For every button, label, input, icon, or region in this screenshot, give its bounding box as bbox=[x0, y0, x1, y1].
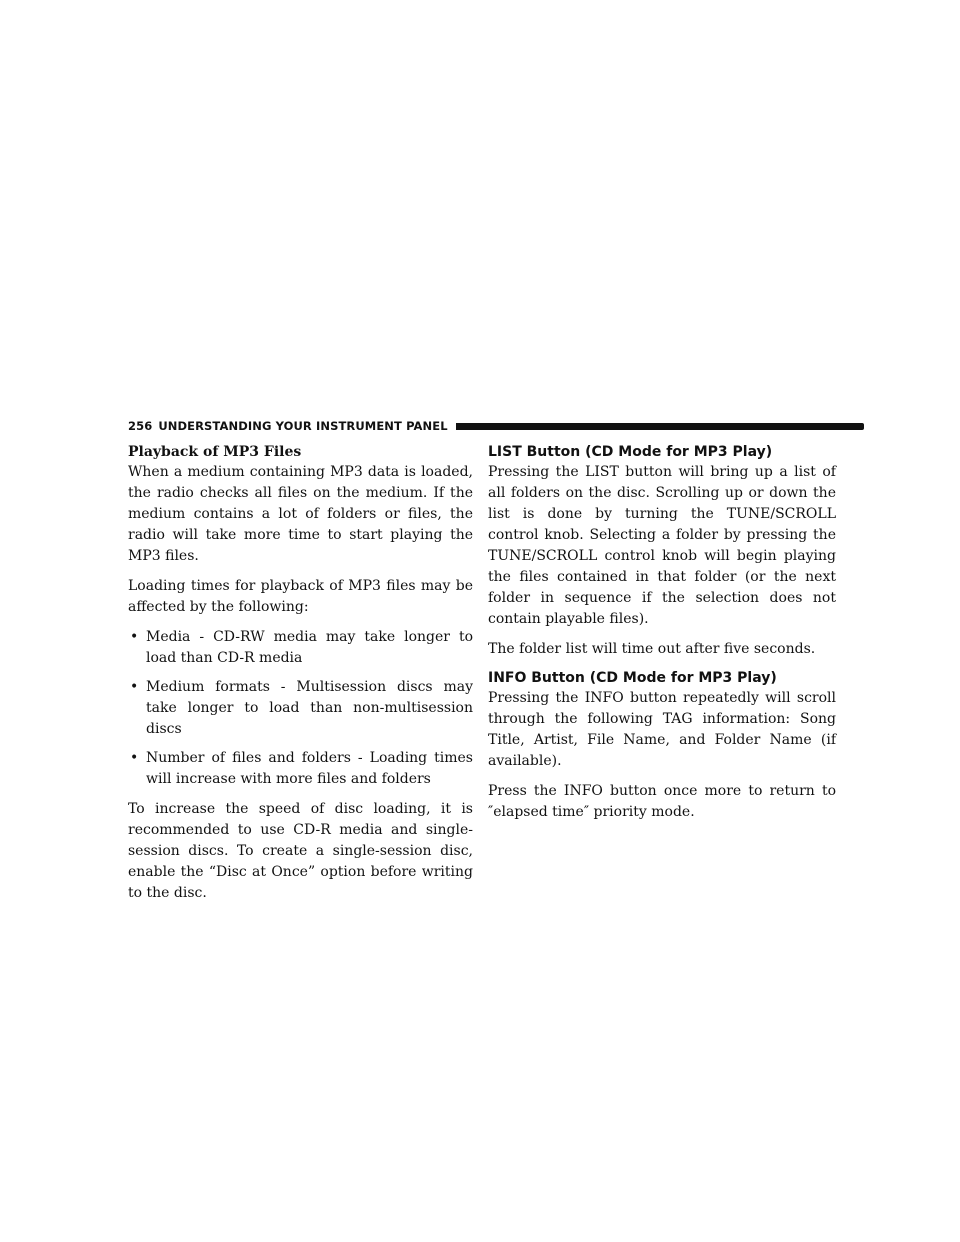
page-number: 256 bbox=[128, 419, 153, 433]
paragraph-folder-timeout: The folder list will time out after five seconds. bbox=[488, 641, 816, 657]
list-item bbox=[128, 748, 473, 790]
list-item-text: Media - CD-RW media may take longer to load than CD-R media bbox=[146, 629, 473, 666]
bullet-glyph: • bbox=[130, 629, 139, 645]
bullet-glyph: • bbox=[130, 750, 139, 766]
right-column bbox=[488, 443, 836, 832]
page-header bbox=[128, 419, 864, 433]
loading-factors-list bbox=[128, 627, 473, 790]
paragraph-info-button: Pressing the INFO button repeatedly will scroll through the following TAG information: Song Title, Artist, File Name, and Folder Name (if available). bbox=[488, 690, 836, 769]
paragraph-elapsed-time: Press the INFO button once more to return to ″elapsed time″ priority mode. bbox=[488, 783, 836, 820]
heading-playback-mp3: Playback of MP3 Files bbox=[128, 444, 302, 460]
paragraph-medium-loading: When a medium containing MP3 data is loaded, the radio checks all files on the medium. If the medium contains a lot of folders or files, the radio will take more time to start playing the MP3 files. bbox=[128, 464, 473, 564]
header-rule bbox=[456, 423, 864, 430]
heading-info-button: INFO Button (CD Mode for MP3 Play) bbox=[488, 670, 777, 686]
left-column bbox=[128, 443, 473, 913]
heading-list-button: LIST Button (CD Mode for MP3 Play) bbox=[488, 444, 773, 460]
bullet-glyph: • bbox=[130, 679, 139, 695]
paragraph-increase-speed: To increase the speed of disc loading, it is recommended to use CD-R media and single-session discs. To create a single-session disc, enable the “Disc at Once” option before writing to the disc. bbox=[128, 801, 473, 901]
paragraph-list-button: Pressing the LIST button will bring up a list of all folders on the disc. Scrolling up or down the list is done by turning the TUNE/SCROLL control knob. Selecting a folder by pressing the TUNE/SCROLL control knob will begin playing the files contained in that folder (or the next folder in sequence if the selection does not contain playable files). bbox=[488, 464, 836, 627]
list-item-text: Medium formats - Multisession discs may take longer to load than non-multisession discs bbox=[146, 679, 473, 737]
list-item bbox=[128, 677, 473, 740]
list-item-text: Number of files and folders - Loading times will increase with more files and folders bbox=[146, 750, 473, 787]
section-title: UNDERSTANDING YOUR INSTRUMENT PANEL bbox=[158, 419, 448, 433]
list-item bbox=[128, 627, 473, 669]
paragraph-loading-times: Loading times for playback of MP3 files may be affected by the following: bbox=[128, 578, 473, 615]
